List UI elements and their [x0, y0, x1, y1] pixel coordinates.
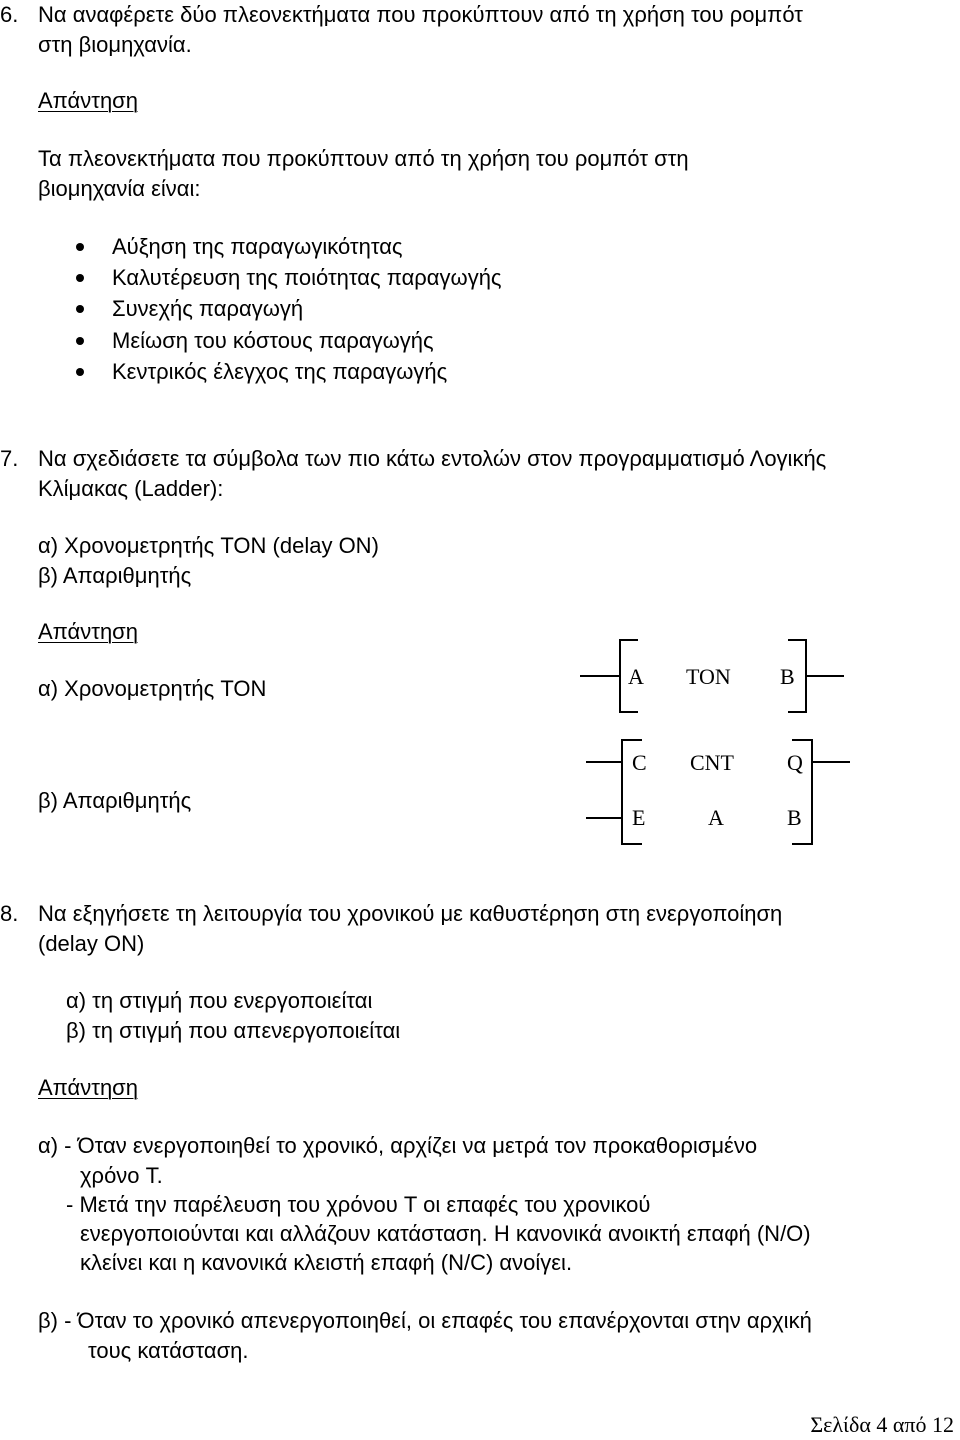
q8-answer-a-line1: α) - Όταν ενεργοποιηθεί το χρονικό, αρχίζει να μετρά τον προκαθορισμένο: [38, 1133, 758, 1158]
q7-item-a: α) Χρονομετρητής TON (delay ON): [38, 533, 379, 558]
ton-label-right: B: [780, 664, 795, 689]
q7-question-line1: Να σχεδιάσετε τα σύμβολα των πιο κάτω εντολών στον προγραμματισμό Λογικής: [38, 446, 827, 471]
q7-item-b: β) Απαριθμητής: [38, 563, 192, 588]
q7-answer-label: Απάντηση: [38, 619, 138, 644]
q7-answer-b: β) Απαριθμητής: [38, 788, 192, 813]
ton-timer-symbol: [580, 636, 850, 716]
bullet-dot: [76, 243, 84, 251]
cnt-label-bottom-right: B: [787, 805, 802, 830]
q8-item-b: β) τη στιγμή που απενεργοποιείται: [66, 1018, 401, 1043]
q8-number: 8.: [0, 901, 19, 926]
bullet-dot: [76, 337, 84, 345]
q6-intro-line2: βιομηχανία είναι:: [38, 176, 201, 201]
q6-question-line1: Να αναφέρετε δύο πλεονεκτήματα που προκύπτουν από τη χρήση του ρομπότ: [38, 2, 803, 27]
q8-answer-b-line2: τους κατάσταση.: [88, 1338, 249, 1363]
list-item: Μείωση του κόστους παραγωγής: [112, 328, 434, 353]
q6-question-line2: στη βιομηχανία.: [38, 32, 192, 57]
q6-number: 6.: [0, 2, 19, 27]
q8-item-a: α) τη στιγμή που ενεργοποιείται: [66, 988, 373, 1013]
q7-answer-a: α) Χρονομετρητής TON: [38, 676, 267, 701]
q6-intro-line1: Τα πλεονεκτήματα που προκύπτουν από τη χρήση του ρομπότ στη: [38, 146, 689, 171]
cnt-label-bottom-center: A: [708, 805, 724, 830]
list-item: Αύξηση της παραγωγικότητας: [112, 234, 403, 259]
bullet-dot: [76, 274, 84, 282]
bullet-dot: [76, 305, 84, 313]
list-item: Κεντρικός έλεγχος της παραγωγής: [112, 359, 448, 384]
q8-question-line1: Να εξηγήσετε τη λειτουργία του χρονικού με καθυστέρηση στη ενεργοποίηση: [38, 901, 783, 926]
q8-answer-a-line5: κλείνει και η κανονικά κλειστή επαφή (N/C) ανοίγει.: [80, 1250, 573, 1275]
cnt-label-top-right: Q: [787, 750, 803, 775]
q8-answer-a-line3: - Μετά την παρέλευση του χρόνου T οι επαφές του χρονικού: [66, 1192, 651, 1217]
q8-answer-b-line1: β) - Όταν το χρονικό απενεργοποιηθεί, οι επαφές του επανέρχονται στην αρχική: [38, 1308, 812, 1333]
list-item: Συνεχής παραγωγή: [112, 296, 304, 321]
cnt-label-top-left: C: [632, 750, 647, 775]
ton-label-center: TON: [686, 664, 731, 689]
q6-answer-label: Απάντηση: [38, 88, 138, 113]
cnt-label-bottom-left: E: [632, 805, 646, 830]
cnt-counter-symbol: [580, 736, 860, 848]
q7-number: 7.: [0, 446, 19, 471]
q8-question-line2: (delay ON): [38, 931, 145, 956]
q8-answer-a-line4: ενεργοποιούνται και αλλάζουν κατάσταση. Η κανονικά ανοικτή επαφή (N/O): [80, 1221, 811, 1246]
page-number: Σελίδα 4 από 12: [810, 1412, 954, 1437]
ton-label-left: A: [628, 664, 644, 689]
q8-answer-label: Απάντηση: [38, 1075, 138, 1100]
bullet-dot: [76, 368, 84, 376]
q8-answer-a-line2: χρόνο T.: [80, 1163, 163, 1188]
list-item: Καλυτέρευση της ποιότητας παραγωγής: [112, 265, 502, 290]
cnt-label-top-center: CNT: [690, 750, 734, 775]
q7-question-line2: Κλίμακας (Ladder):: [38, 476, 224, 501]
